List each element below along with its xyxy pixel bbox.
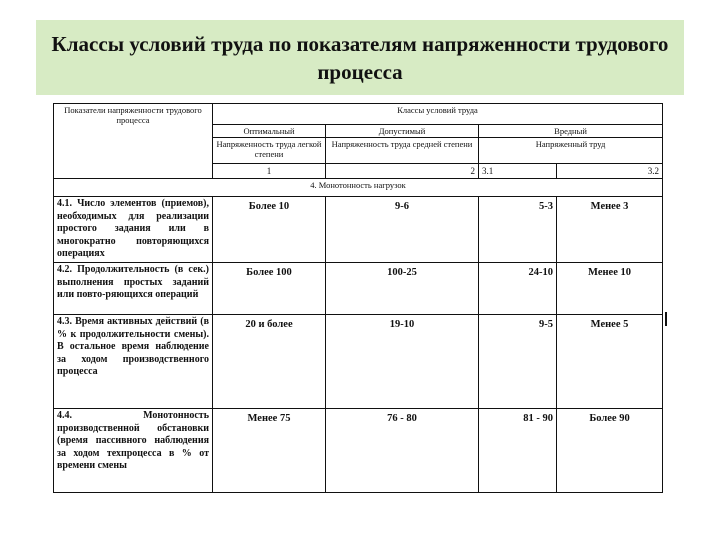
value-class-3-2: Менее 10 (557, 263, 663, 315)
row-label: 4.4. Монотонность производственной обстановки (время пассивного наблюдения за ходом техпроцесса в % от времени смены (54, 409, 213, 493)
value-class-1: Менее 75 (213, 409, 326, 493)
value-class-2: 76 - 80 (326, 409, 479, 493)
value-class-3-1: 9-5 (479, 315, 557, 409)
class-number-3-1: 3.1 (479, 164, 557, 179)
table-row (54, 409, 663, 493)
value-class-3-2: Менее 3 (557, 197, 663, 263)
row-label: 4.3. Время активных действий (в % к продолжительности смены). В остальное время наблюдение за ходом производственного процесса (54, 315, 213, 409)
value-class-3-1: 24-10 (479, 263, 557, 315)
table-row (54, 197, 663, 263)
value-class-1: 20 и более (213, 315, 326, 409)
optimal-subheader: Напряженность труда легкой степени (213, 138, 326, 164)
value-class-2: 9-6 (326, 197, 479, 263)
class-harmful: Вредный (479, 125, 663, 138)
value-class-2: 100-25 (326, 263, 479, 315)
class-number-2: 2 (326, 164, 479, 179)
allowable-subheader: Напряженность труда средней степени (326, 138, 479, 164)
class-optimal: Оптимальный (213, 125, 326, 138)
section-header: 4. Монотонность нагрузок (54, 179, 663, 197)
classes-header: Классы условий труда (213, 104, 663, 125)
working-conditions-table (53, 103, 663, 493)
text-cursor-mark (665, 312, 667, 326)
row-label: 4.1. Число элементов (приемов), необходимых для реализации простого задания или в многократно повторяющихся операциях (54, 197, 213, 263)
slide-title: Классы условий труда по показателям напряженности трудового процесса (51, 31, 669, 84)
value-class-1: Более 100 (213, 263, 326, 315)
harmful-subheader: Напряженный труд (479, 138, 663, 164)
value-class-3-1: 81 - 90 (479, 409, 557, 493)
table-row (54, 263, 663, 315)
value-class-3-2: Более 90 (557, 409, 663, 493)
value-class-3-2: Менее 5 (557, 315, 663, 409)
value-class-3-1: 5-3 (479, 197, 557, 263)
class-allowable: Допустимый (326, 125, 479, 138)
row-label: 4.2. Продолжительность (в сек.) выполнения простых заданий или повто-ряющихся операций (54, 263, 213, 315)
value-class-1: Более 10 (213, 197, 326, 263)
indicator-header: Показатели напряженности трудового процесса (54, 104, 213, 179)
slide-title-box (36, 20, 684, 95)
value-class-2: 19-10 (326, 315, 479, 409)
table-row (54, 315, 663, 409)
class-number-3-2: 3.2 (557, 164, 663, 179)
class-number-1: 1 (213, 164, 326, 179)
